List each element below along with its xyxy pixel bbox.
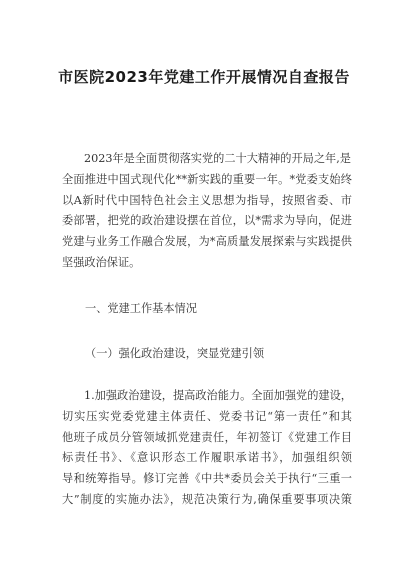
intro-paragraph	[62, 149, 352, 274]
section-heading-1: 一、党建工作基本情况	[85, 302, 197, 315]
document-title: 市医院2023年党建工作开展情况自查报告	[58, 68, 350, 86]
intro-line: 以A新时代中国特色社会主义思想为指导，按照省委、市	[62, 193, 352, 207]
body-line: 切实压实党委党建主体责任、党委书记“第一责任”和其	[62, 409, 352, 423]
intro-line: 党建与业务工作融合发展，为*高质量发展探索与实践提供	[62, 235, 352, 249]
body-line: 1.加强政治建设，提高政治能力。全面加强党的建设，	[84, 389, 352, 402]
intro-line: 全面推进中国式现代化**新实践的重要一年。*党委支始终	[62, 172, 352, 186]
body-paragraph	[62, 386, 352, 511]
intro-line: 委部署，把党的政治建设摆在首位，以*需求为导向，促进	[62, 214, 352, 228]
body-line: 标责任书》、《意识形态工作履职承诺书》，加强组织领	[62, 451, 352, 465]
body-line: 大”制度的实施办法》，规范决策行为,确保重要事项决策	[62, 492, 352, 506]
intro-line: 2023年是全面贯彻落实党的二十大精神的开局之年,是	[84, 152, 351, 165]
body-line: 他班子成员分管领域抓党建责任，年初签订《党建工作目	[62, 430, 352, 444]
body-line: 导和统筹指导。修订完善《中共*委员会关于执行“三重一	[62, 472, 352, 486]
subsection-heading-1: （一）强化政治建设，突显党建引领	[85, 347, 265, 360]
intro-line: 坚强政治保证。	[62, 255, 141, 269]
